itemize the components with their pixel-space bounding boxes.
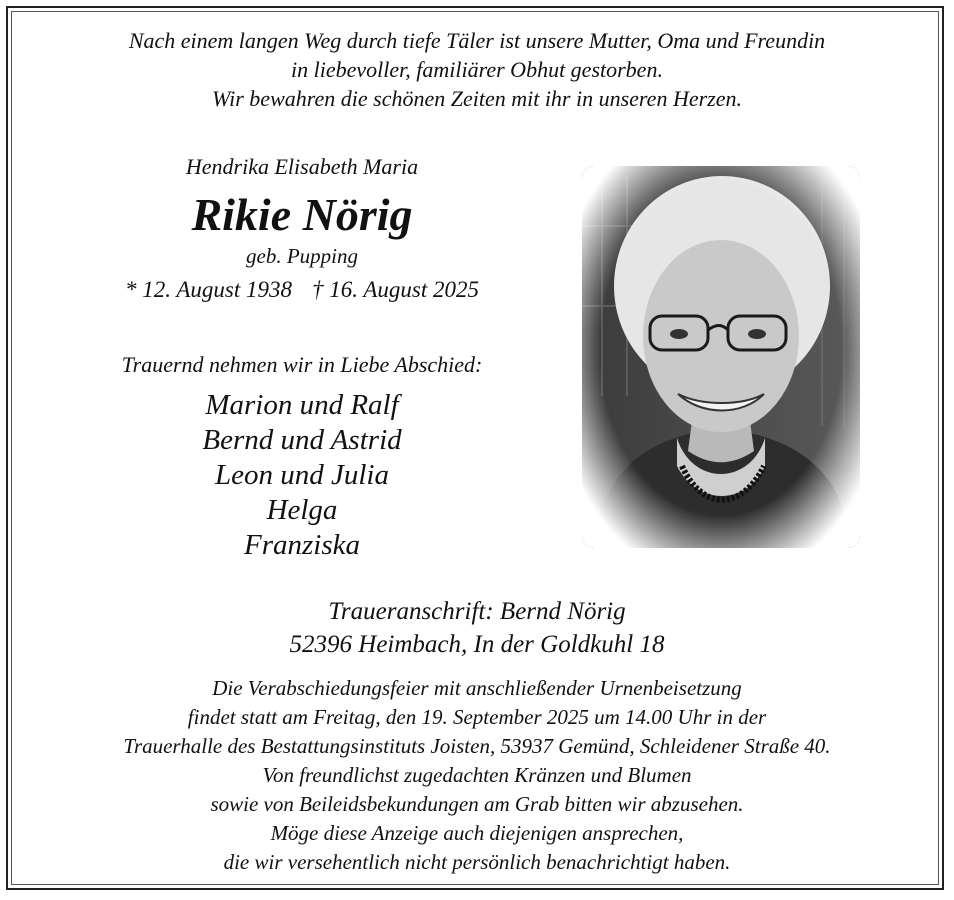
given-names: Hendrika Elisabeth Maria	[185, 154, 419, 179]
ceremony-details	[0, 674, 954, 877]
mourner-name: Helga	[266, 494, 338, 526]
deceased-name: Rikie Nörig	[191, 189, 413, 240]
details-line: Möge diese Anzeige auch diejenigen ansprechen,	[270, 821, 684, 845]
death-date: † 16. August 2025	[312, 277, 479, 302]
intro-text	[20, 26, 934, 113]
details-line: sowie von Beileidsbekundungen am Grab bitten wir abzusehen.	[210, 792, 744, 816]
details-line: Von freundlichst zugedachten Kränzen und Blumen	[262, 763, 692, 787]
birth-name: geb. Pupping	[246, 244, 358, 268]
address-line: Traueranschrift: Bernd Nörig	[328, 598, 626, 625]
mourning-heading: Trauernd nehmen wir in Liebe Abschied:	[121, 352, 483, 377]
birth-date: * 12. August 1938	[125, 277, 292, 302]
life-dates	[0, 277, 604, 303]
details-line: findet statt am Freitag, den 19. September 2025 um 14.00 Uhr in der	[187, 705, 767, 729]
intro-line: Wir bewahren die schönen Zeiten mit ihr in unseren Herzen.	[212, 86, 742, 111]
portrait-illustration	[582, 166, 860, 548]
portrait-photo	[582, 166, 860, 548]
details-line: Trauerhalle des Bestattungsinstituts Joisten, 53937 Gemünd, Schleidener Straße 40.	[123, 734, 831, 758]
details-line: die wir versehentlich nicht persönlich benachrichtigt haben.	[223, 850, 731, 874]
mourner-name: Franziska	[244, 529, 360, 561]
details-line: Die Verabschiedungsfeier mit anschließender Urnenbeisetzung	[212, 676, 742, 700]
intro-line: in liebevoller, familiärer Obhut gestorben.	[291, 57, 663, 82]
intro-line: Nach einem langen Weg durch tiefe Täler ist unsere Mutter, Oma und Freundin	[128, 28, 826, 53]
mourning-address	[0, 595, 954, 661]
mourner-name: Leon und Julia	[215, 459, 389, 491]
mourner-name: Marion und Ralf	[205, 389, 399, 421]
mourners-list	[0, 388, 604, 563]
mourner-name: Bernd und Astrid	[202, 424, 402, 456]
address-line: 52396 Heimbach, In der Goldkuhl 18	[289, 631, 665, 658]
